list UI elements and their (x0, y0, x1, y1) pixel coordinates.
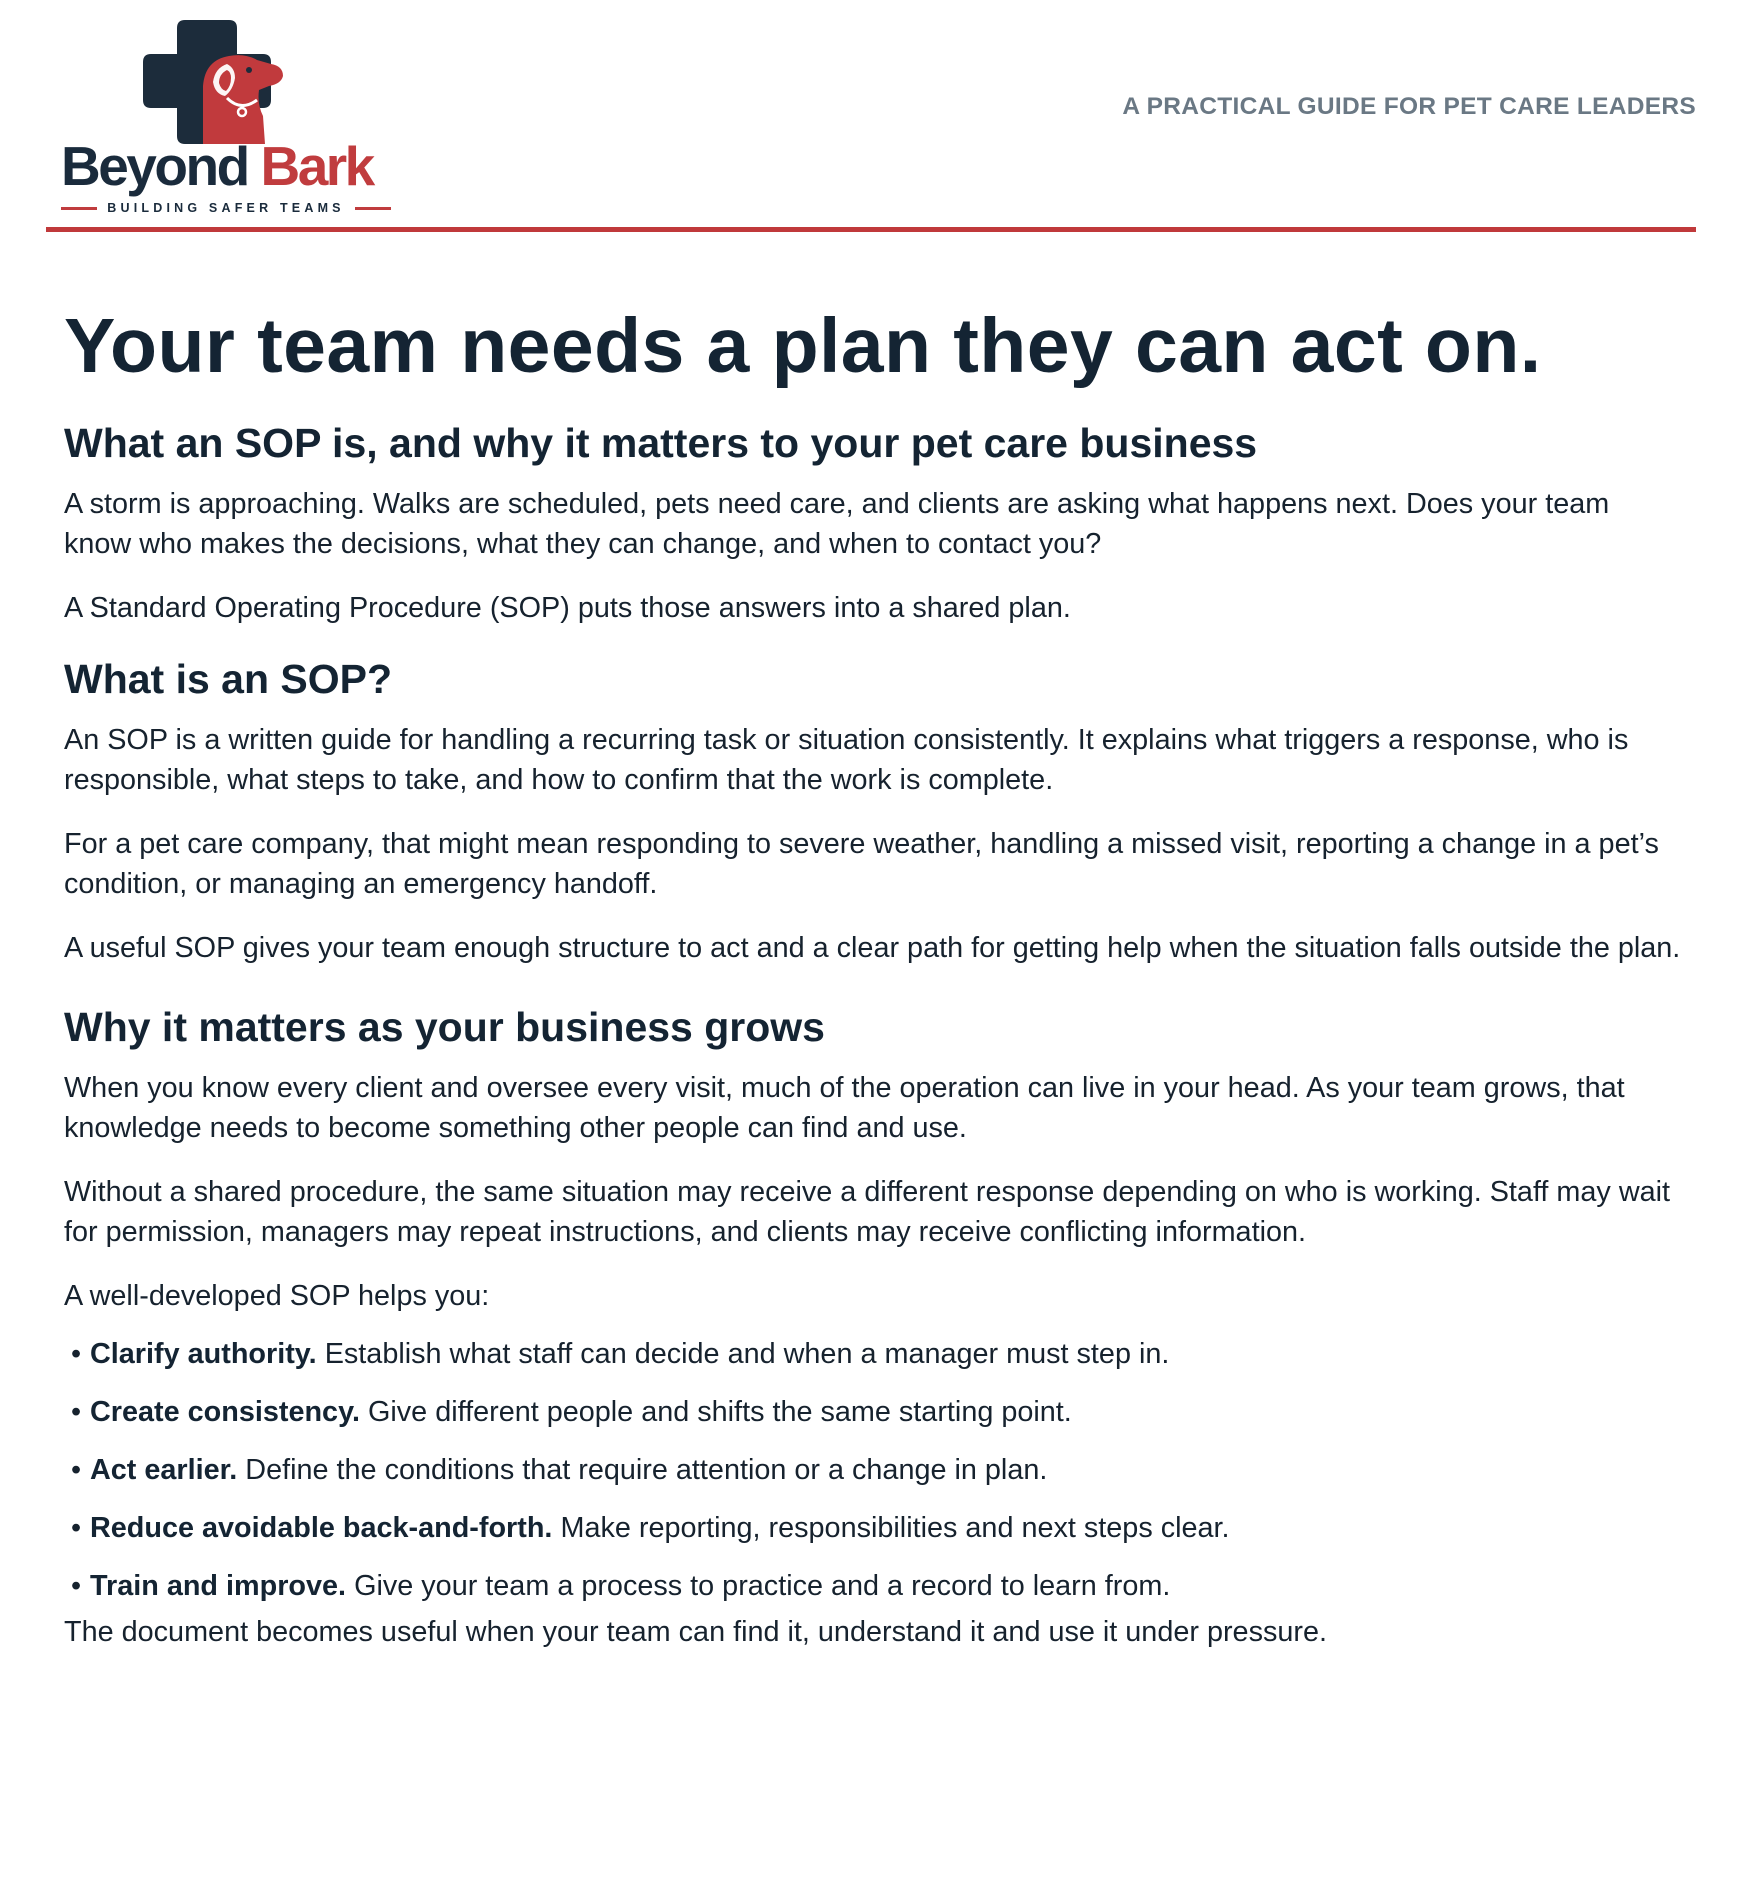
logo-wordmark-bark: Bark (260, 135, 373, 197)
header-divider (46, 227, 1696, 232)
cross-dog-logo-icon (141, 20, 311, 145)
header-kicker: A PRACTICAL GUIDE FOR PET CARE LEADERS (1122, 93, 1696, 120)
tagline-rule-left (61, 207, 97, 210)
paragraph: An SOP is a written guide for handling a recurring task or situation consistently. It explains what triggers a response, who is responsible, what steps to take, and how to confirm that the work is complete. (64, 724, 1629, 796)
section-heading-sop-matters: What an SOP is, and why it matters to your pet care business (64, 420, 1258, 466)
list-item-text: Establish what staff can decide and when a manager must step in. (324, 1338, 1170, 1370)
section-heading-why-it-matters: Why it matters as your business grows (64, 1004, 825, 1050)
paragraph: A Standard Operating Procedure (SOP) puts those answers into a shared plan. (64, 592, 1071, 624)
bullet-dot: • (71, 1338, 82, 1370)
list-item-text: Make reporting, responsibilities and next steps clear. (560, 1512, 1230, 1544)
list-item-lead: Create consistency. (90, 1396, 360, 1428)
list-item-lead: Act earlier. (90, 1454, 238, 1486)
paragraph: A storm is approaching. Walks are scheduled, pets need care, and clients are asking what happens next. Does your team know who makes the decisions, what they can change, and when to contact you? (64, 488, 1610, 560)
list-item-text: Give different people and shifts the same starting point. (367, 1396, 1072, 1428)
paragraph: Without a shared procedure, the same situation may receive a different response depending on who is working. Staff may wait for permission, managers may repeat instructions, and clients may receive conflicting information. (64, 1176, 1671, 1248)
list-item (64, 1392, 1684, 1432)
bullet-dot: • (71, 1454, 82, 1486)
paragraph: A useful SOP gives your team enough structure to act and a clear path for getting help when the situation falls outside the plan. (64, 932, 1681, 964)
benefits-list (64, 1334, 1684, 1606)
section-heading-what-is-sop: What is an SOP? (64, 656, 393, 702)
tagline-rule-right (355, 207, 391, 210)
bullet-dot: • (71, 1570, 82, 1602)
page-title: Your team needs a plan they can act on. (64, 303, 1542, 389)
list-item-lead: Train and improve. (90, 1570, 347, 1602)
list-item (64, 1334, 1684, 1374)
paragraph: A well-developed SOP helps you: (64, 1280, 490, 1312)
logo-tagline (61, 198, 391, 218)
logo-wordmark (61, 135, 391, 197)
page-header (46, 20, 1696, 232)
closing-paragraph: The document becomes useful when your team can find it, understand it and use it under pressure. (64, 1616, 1327, 1648)
document-body (64, 296, 1684, 1652)
bullet-dot: • (71, 1512, 82, 1544)
list-item-lead: Clarify authority. (90, 1338, 317, 1370)
list-item (64, 1566, 1684, 1606)
beyond-bark-logo (61, 20, 391, 220)
list-item (64, 1450, 1684, 1490)
list-item-text: Define the conditions that require attention or a change in plan. (245, 1454, 1048, 1486)
logo-wordmark-beyond: Beyond (61, 135, 248, 197)
bullet-dot: • (71, 1396, 82, 1428)
tagline-text: BUILDING SAFER TEAMS (107, 201, 345, 215)
list-item-lead: Reduce avoidable back-and-forth. (90, 1512, 553, 1544)
list-item-text: Give your team a process to practice and a record to learn from. (354, 1570, 1171, 1602)
paragraph: For a pet care company, that might mean responding to severe weather, handling a missed visit, reporting a change in a pet’s condition, or managing an emergency handoff. (64, 828, 1659, 900)
list-item (64, 1508, 1684, 1548)
paragraph: When you know every client and oversee every visit, much of the operation can live in your head. As your team grows, that knowledge needs to become something other people can find and use. (64, 1072, 1625, 1144)
